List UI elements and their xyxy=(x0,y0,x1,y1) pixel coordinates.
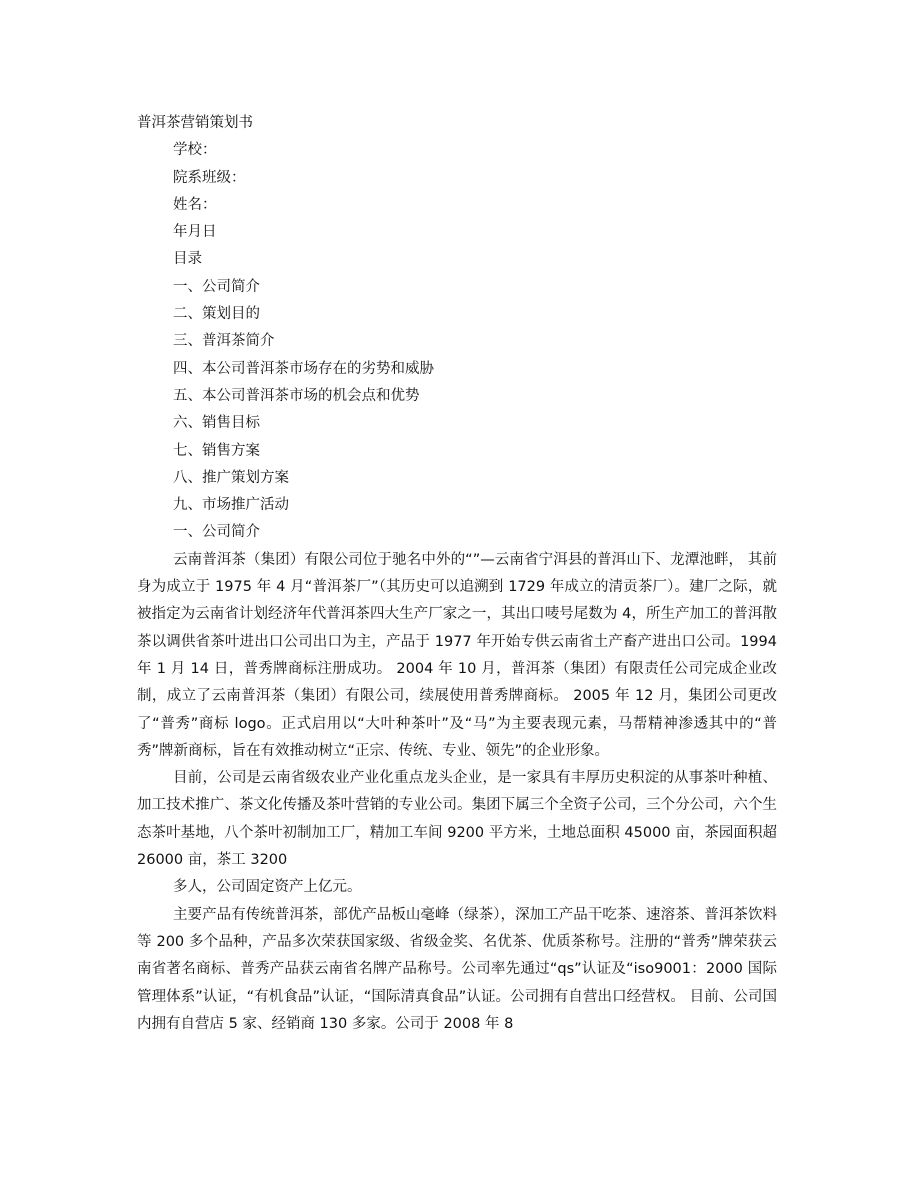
body-paragraph: 主要产品有传统普洱茶，部优产品板山毫峰（绿茶），深加工产品干吃茶、速溶茶、普洱茶饮料等 200 多个品种，产品多次荣获国家级、省级金奖、名优茶、优质茶称号。注册的“普秀”牌荣获云南省著名商标、普秀产品获云南省名牌产品称号。公司率先通过“qs”认证及“iso9001：2000 国际管理体系”认证，“有机食品”认证，“国际清真食品”认证。公司拥有自营出口经营权。 目前、公司国内拥有自营店 5 家、经销商 130 多家。公司于 2008 年 8 xyxy=(137,906,777,1032)
date-field: 年月日 xyxy=(173,224,217,241)
section-heading: 一、公司简介 xyxy=(173,524,260,541)
toc-item: 八、推广策划方案 xyxy=(173,469,289,486)
toc-item: 一、公司简介 xyxy=(173,278,260,295)
toc-item: 五、本公司普洱茶市场的机会点和优势 xyxy=(173,387,420,404)
body-paragraph: 目前，公司是云南省级农业产业化重点龙头企业，是一家具有丰厚历史积淀的从事茶叶种植、加工技术推广、茶文化传播及茶叶营销的专业公司。集团下属三个全资子公司，三个分公司，六个生态茶叶基地，八个茶叶初制加工厂，精加工车间 9200 平方米，土地总面积 45000 亩，茶园面积超 26000 亩，茶工 3200 xyxy=(137,770,777,869)
document-title: 普洱茶营销策划书 xyxy=(137,115,253,131)
toc-item: 六、销售目标 xyxy=(173,415,260,432)
document-page xyxy=(137,110,777,1038)
body-paragraph: 云南普洱茶（集团）有限公司位于驰名中外的“”—云南省宁洱县的普洱山下、龙潭池畔， 其前身为成立于 1975 年 4 月“普洱茶厂”（其历史可以追溯到 1729 年成立的清贡茶厂）。建厂之际，就被指定为云南省计划经济年代普洱茶四大生产厂家之一，其出口唛号尾数为 4，所生产加工的普洱散茶以调供省茶叶进出口公司出口为主，产品于 1977 年开始专供云南省土产畜产进出口公司。1994 年 1 月 14 日，普秀牌商标注册成功。 2004 年 10 月，普洱茶（集团）有限责任公司完成企业改制，成立了云南普洱茶（集团）有限公司，续展使用普秀牌商标。 2005 年 12 月，集团公司更改了“普秀”商标 logo。正式启用以“大叶种茶叶”及“马”为主要表现元素，马帮精神渗透其中的“普秀”牌新商标，旨在有效推动树立“正宗、传统、专业、领先”的企业形象。 xyxy=(137,551,777,759)
toc-item: 三、普洱茶简介 xyxy=(173,333,275,350)
toc-item: 四、本公司普洱茶市场存在的劣势和威胁 xyxy=(173,360,434,377)
department-class-field: 院系班级： xyxy=(173,169,246,186)
toc-item: 二、策划目的 xyxy=(173,306,260,323)
name-field: 姓名： xyxy=(173,196,217,213)
school-field: 学校： xyxy=(173,142,217,159)
toc-heading: 目录 xyxy=(173,251,202,268)
body-paragraph: 多人，公司固定资产上亿元。 xyxy=(173,879,362,896)
toc-item: 七、销售方案 xyxy=(173,442,260,459)
toc-item: 九、市场推广活动 xyxy=(173,497,289,514)
